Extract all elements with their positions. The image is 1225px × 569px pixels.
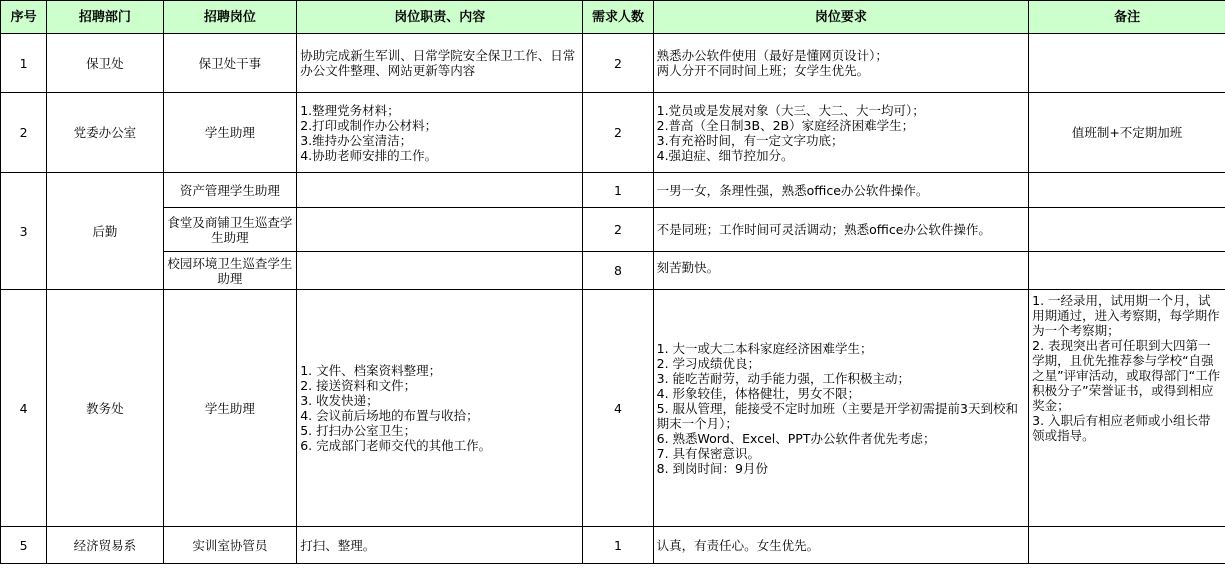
- cell-position[interactable]: 校园环境卫生巡查学生助理: [163, 252, 297, 290]
- duties-text: 1. 文件、档案资料整理； 2. 接送资料和文件； 3. 收发快递； 4. 会议前后场地的布置与收拾； 5. 打扫办公室卫生； 6. 完成部门老师交代的其他工作。: [300, 363, 492, 453]
- cell-count[interactable]: 2: [583, 208, 653, 252]
- table-row: [1, 93, 1225, 173]
- cell-duties[interactable]: 打扫、整理。: [297, 527, 583, 564]
- cell-count[interactable]: 1: [583, 527, 653, 564]
- cell-count[interactable]: 4: [583, 290, 653, 527]
- cell-seq[interactable]: 1: [1, 34, 47, 93]
- cell-department[interactable]: 党委办公室: [47, 93, 163, 173]
- table-row: [1, 290, 1225, 527]
- header-requirements[interactable]: 岗位要求: [653, 1, 1029, 34]
- cell-duties[interactable]: [297, 173, 583, 208]
- cell-notes[interactable]: [1029, 34, 1225, 93]
- cell-department[interactable]: 经济贸易系: [47, 527, 163, 564]
- cell-requirements[interactable]: 一男一女，条理性强，熟悉office办公软件操作。: [653, 173, 1029, 208]
- cell-count[interactable]: 2: [583, 34, 653, 93]
- cell-duties[interactable]: [297, 93, 583, 173]
- cell-department[interactable]: 后勤: [47, 173, 163, 290]
- duties-text: 协助完成新生军训、日常学院安全保卫工作、日常办公文件整理、网站更新等内容: [300, 48, 576, 78]
- cell-requirements[interactable]: 认真，有责任心。女生优先。: [653, 527, 1029, 564]
- table-row: [1, 208, 1225, 252]
- cell-requirements[interactable]: 刻苦勤快。: [653, 252, 1029, 290]
- header-seq[interactable]: 序号: [1, 1, 47, 34]
- table-row: [1, 252, 1225, 290]
- cell-count[interactable]: 2: [583, 93, 653, 173]
- cell-position[interactable]: 资产管理学生助理: [163, 173, 297, 208]
- header-position[interactable]: 招聘岗位: [163, 1, 297, 34]
- cell-position[interactable]: 食堂及商铺卫生巡查学生助理: [163, 208, 297, 252]
- header-row: [1, 1, 1225, 34]
- cell-notes[interactable]: 值班制+不定期加班: [1029, 93, 1225, 173]
- cell-department[interactable]: 保卫处: [47, 34, 163, 93]
- header-notes[interactable]: 备注: [1029, 1, 1225, 34]
- cell-position[interactable]: 实训室协管员: [163, 527, 297, 564]
- cell-notes[interactable]: [1029, 173, 1225, 208]
- cell-seq[interactable]: 5: [1, 527, 47, 564]
- cell-requirements[interactable]: [653, 290, 1029, 527]
- header-department[interactable]: 招聘部门: [47, 1, 163, 34]
- header-count[interactable]: 需求人数: [583, 1, 653, 34]
- cell-duties[interactable]: [297, 208, 583, 252]
- cell-notes[interactable]: [1029, 252, 1225, 290]
- notes-text: 1. 一经录用，试用期一个月，试用期通过，进入考察期，每学期作为一个考察期； 2. 表现突出者可任职到大四第一学期，且优先推荐参与学校“自强之星”评审活动，或取得部门“工作积极分子”荣誉证书，或得到相应奖金； 3. 入职后有相应老师或小组长带领或指导。: [1032, 293, 1221, 443]
- cell-position[interactable]: 学生助理: [163, 290, 297, 527]
- table-row: [1, 527, 1225, 564]
- cell-position[interactable]: 保卫处干事: [163, 34, 297, 93]
- cell-position[interactable]: 学生助理: [163, 93, 297, 173]
- cell-seq[interactable]: 3: [1, 173, 47, 290]
- cell-notes[interactable]: [1029, 208, 1225, 252]
- cell-requirements[interactable]: [653, 34, 1029, 93]
- requirements-text: 1. 大一或大二本科家庭经济困难学生； 2. 学习成绩优良； 3. 能吃苦耐劳，动手能力强，工作积极主动； 4. 形象较佳，体格健壮，男女不限； 5. 服从管理，能接受不定时加班（主要是开学初需提前3天到校和期末一个月）； 6. 熟悉Word、Excel、PPT办公软件者优先考虑； 7. 具有保密意识。 8. 到岗时间：9月份: [656, 340, 1018, 476]
- cell-seq[interactable]: 4: [1, 290, 47, 527]
- cell-seq[interactable]: 2: [1, 93, 47, 173]
- cell-count[interactable]: 8: [583, 252, 653, 290]
- cell-duties[interactable]: [297, 34, 583, 93]
- cell-duties[interactable]: [297, 290, 583, 527]
- table-row: [1, 173, 1225, 208]
- cell-notes[interactable]: [1029, 527, 1225, 564]
- header-duties[interactable]: 岗位职责、内容: [297, 1, 583, 34]
- cell-notes[interactable]: [1029, 290, 1225, 527]
- duties-text: 1.整理党务材料； 2.打印或制作办公材料； 3.维持办公室清洁； 4.协助老师安排的工作。: [300, 102, 438, 163]
- table-row: [1, 34, 1225, 93]
- cell-requirements[interactable]: 不是同班；工作时间可灵活调动；熟悉office办公软件操作。: [653, 208, 1029, 252]
- cell-department[interactable]: 教务处: [47, 290, 163, 527]
- requirements-text: 熟悉办公软件使用（最好是懂网页设计）； 两人分开不同时间上班；女学生优先。: [656, 48, 888, 78]
- cell-count[interactable]: 1: [583, 173, 653, 208]
- cell-requirements[interactable]: [653, 93, 1029, 173]
- cell-duties[interactable]: [297, 252, 583, 290]
- requirements-text: 1.党员或是发展对象（大三、大二、大一均可）； 2.普高（全日制3B、2B）家庭经济困难学生； 3.有充裕时间，有一定文字功底； 4.强迫症、细节控加分。: [656, 102, 925, 163]
